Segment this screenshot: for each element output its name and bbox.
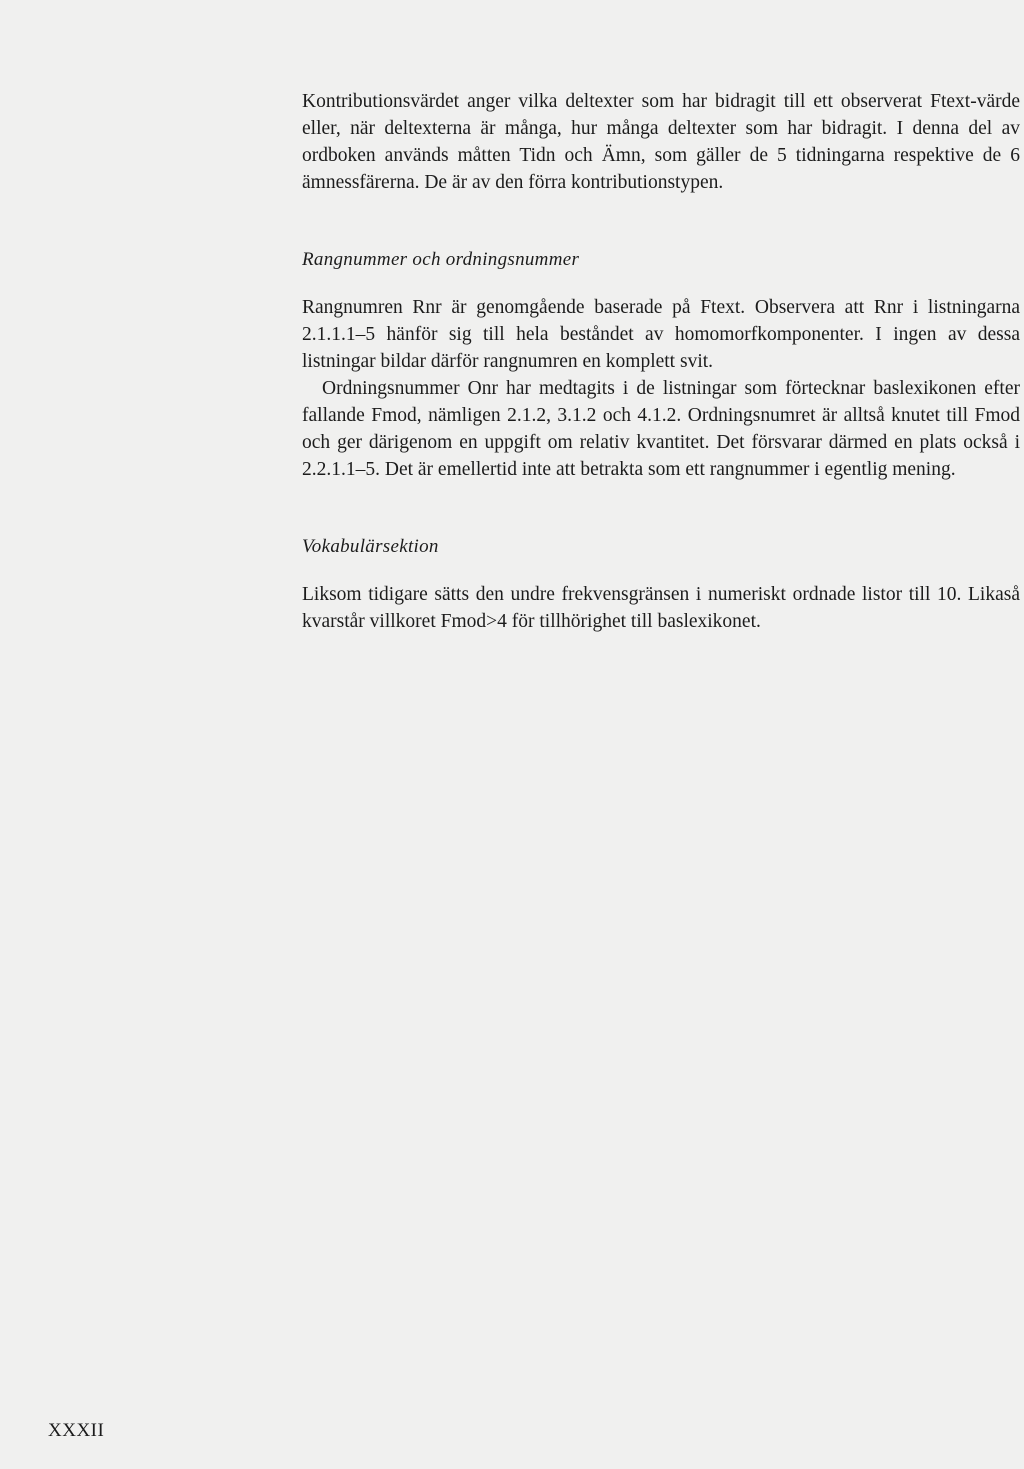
spacer xyxy=(302,273,1020,294)
spacer xyxy=(302,196,1020,246)
spacer xyxy=(302,483,1020,533)
text-column xyxy=(302,88,1020,635)
spacer xyxy=(302,560,1020,581)
page-number: XXXII xyxy=(48,1420,105,1441)
rangnummer-paragraph-1: Rangnumren Rnr är genomgående baserade på Ftext. Observera att Rnr i listningarna 2.1.1.1–5 hänför sig till hela beståndet av homomorfkomponenter. I ingen av dessa listningar bildar därför rangnumren en komplett svit. xyxy=(302,297,1020,372)
section-heading-vokabular: Vokabulärsektion xyxy=(302,536,439,557)
vokabular-paragraph: Liksom tidigare sätts den undre frekvensgränsen i numeriskt ordnade listor till 10. Likaså kvarstår villkoret Fmod>4 för tillhörighet till baslexikonet. xyxy=(302,584,1020,632)
intro-paragraph: Kontributionsvärdet anger vilka deltexter som har bidragit till ett observerat Ftext-värde eller, när deltexterna är många, hur många deltexter som har bidragit. I denna del av ordboken används måtten Tidn och Ämn, som gäller de 5 tidningarna respektive de 6 ämnessfärerna. De är av den förra kontributionstypen. xyxy=(302,91,1020,193)
rangnummer-paragraph-2: Ordningsnummer Onr har medtagits i de listningar som förtecknar baslexikonen efter fallande Fmod, nämligen 2.1.2, 3.1.2 och 4.1.2. Ordningsnumret är alltså knutet till Fmod och ger därigenom en uppgift om relativ kvantitet. Det försvarar därmed en plats också i 2.2.1.1–5. Det är emellertid inte att betrakta som ett rangnummer i egentlig mening. xyxy=(302,378,1020,480)
section-heading-rangnummer: Rangnummer och ordningsnummer xyxy=(302,249,580,270)
